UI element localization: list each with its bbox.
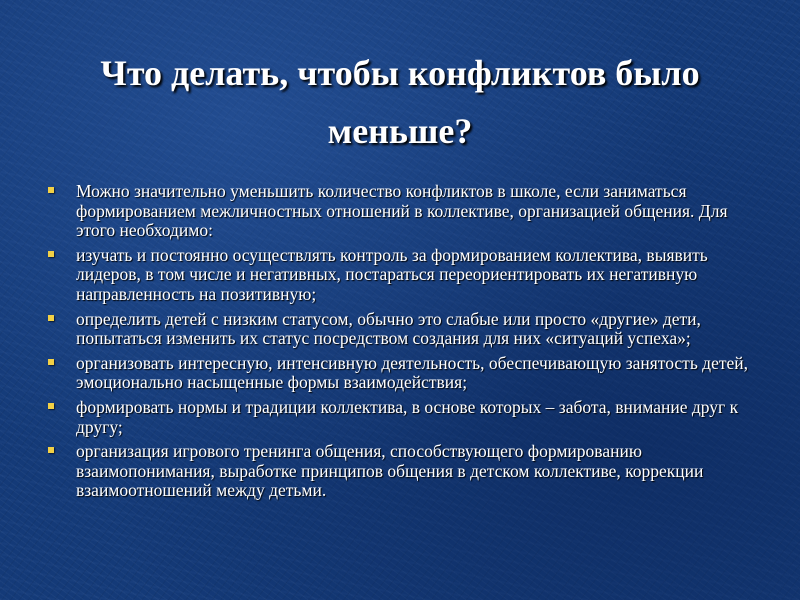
bullet-item [48, 246, 764, 305]
bullet-item [48, 310, 764, 349]
slide-title: Что делать, чтобы конфликтов было меньше? [100, 53, 700, 151]
bullet-text: организация игрового тренинга общения, способствующего формированию взаимопонимания, выработке принципов общения в детском коллективе, коррекции взаимоотношений между детьми. [76, 441, 704, 501]
yellow-square-bullet-icon [48, 315, 54, 321]
yellow-square-bullet-icon [48, 187, 54, 193]
bullet-item [48, 182, 764, 241]
yellow-square-bullet-icon [48, 403, 54, 409]
bullet-item [48, 398, 764, 437]
bullet-text: Можно значительно уменьшить количество конфликтов в школе, если заниматься формированием межличностных отношений в коллективе, организацией общения. Для этого необходимо: [76, 181, 728, 241]
bullet-text: формировать нормы и традиции коллектива, в основе которых – забота, внимание друг к другу; [76, 396, 739, 437]
bullet-text: организовать интересную, интенсивную деятельность, обеспечивающую занятость детей, эмоционально насыщенные формы взаимодействия; [76, 352, 749, 393]
yellow-square-bullet-icon [48, 447, 54, 453]
bullet-item [48, 354, 764, 393]
bullet-list [48, 182, 764, 506]
yellow-square-bullet-icon [48, 251, 54, 257]
yellow-square-bullet-icon [48, 359, 54, 365]
bullet-text: изучать и постоянно осуществлять контроль за формированием коллектива, выявить лидеров, в том числе и негативных, постараться переориентировать их негативную направленность на позитивную; [76, 244, 708, 304]
bullet-text: определить детей с низким статусом, обычно это слабые или просто «другие» дети, попытаться изменить их статус посредством создания для них «ситуаций успеха»; [76, 308, 701, 349]
bullet-item [48, 442, 764, 501]
